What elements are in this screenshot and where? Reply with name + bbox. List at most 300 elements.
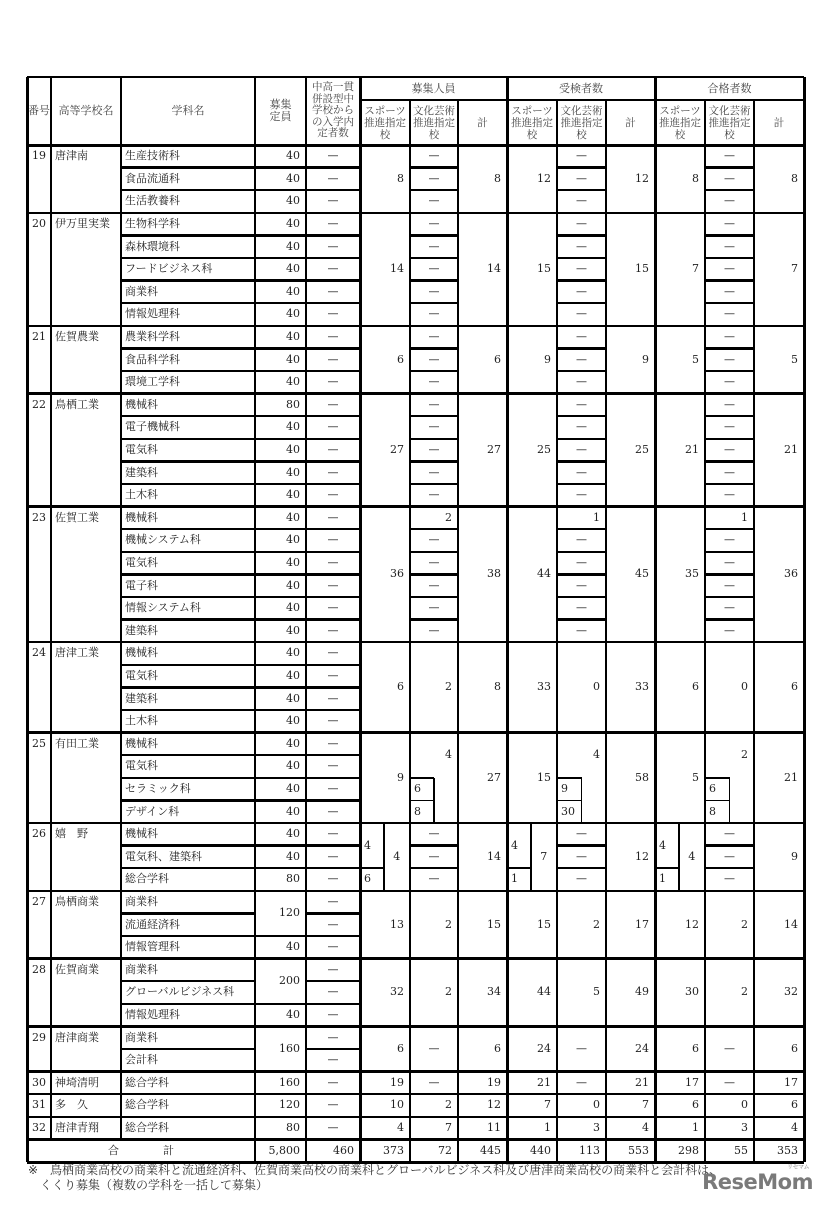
dept-name: グローバルビジネス科: [125, 985, 235, 999]
grid-line: [255, 686, 306, 689]
grid-line: [121, 1003, 255, 1006]
grid-line: [27, 325, 804, 328]
grid-line: [557, 189, 606, 192]
dept-integrated: —: [327, 1121, 339, 1135]
dept-name: 生産技術科: [125, 149, 180, 163]
recruit-total: 27: [487, 443, 501, 457]
recruit-bunka: —: [428, 601, 440, 615]
dept-integrated: —: [327, 556, 339, 570]
dept-name: デザイン科: [125, 804, 180, 818]
grid-line: [557, 257, 606, 260]
grid-line: [410, 800, 434, 802]
grid-line: [27, 731, 804, 734]
grid-line: [306, 618, 360, 621]
school-number: 32: [32, 1121, 46, 1135]
grid-line: [305, 77, 307, 1162]
dept-name: 森林環境科: [125, 239, 180, 253]
grid-line: [557, 777, 582, 779]
grid-line: [27, 1116, 804, 1119]
recruit-sports: 32: [390, 985, 404, 999]
grid-line: [705, 618, 754, 621]
exam-bunka: 2: [593, 917, 600, 931]
exam-bunka: —: [576, 239, 587, 253]
grid-line: [121, 664, 255, 667]
grid-line: [410, 596, 458, 599]
header-school: 高等学校名: [58, 104, 114, 117]
dept-integrated: —: [327, 194, 339, 208]
recruit-sports: 6: [397, 1041, 404, 1055]
grid-line: [27, 212, 804, 215]
grid-line: [255, 867, 306, 870]
exam-total: 12: [635, 849, 649, 863]
grid-line: [410, 257, 458, 260]
grid-line: [255, 257, 306, 260]
exam-sports: 44: [537, 985, 551, 999]
header-dept: 学科名: [171, 104, 205, 117]
pass-bunka: —: [724, 284, 735, 298]
exam-bunka: 3: [593, 1121, 600, 1135]
recruit-bunka: 7: [445, 1121, 452, 1135]
dept-capacity: 40: [286, 940, 300, 954]
grid-line: [306, 844, 360, 847]
grid-line: [306, 686, 360, 689]
pass-bunka: —: [724, 533, 735, 547]
dept-name: 商業科: [125, 895, 158, 909]
pass-total: 8: [791, 171, 798, 185]
grid-line: [306, 867, 360, 870]
grid-line: [121, 844, 255, 847]
grid-line: [705, 551, 754, 554]
dept-capacity: 40: [286, 714, 300, 728]
grid-line: [556, 100, 558, 1162]
grid-line: [306, 754, 360, 757]
grid-line: [121, 935, 255, 938]
grid-line: [255, 234, 306, 237]
dept-integrated: —: [327, 397, 339, 411]
dept-capacity: 40: [286, 443, 300, 457]
dept-capacity: 40: [286, 669, 300, 683]
grid-line: [383, 823, 385, 891]
exam-total: 7: [642, 1098, 649, 1112]
grid-line: [360, 867, 384, 869]
grid-line: [410, 551, 458, 554]
dept-capacity: 80: [286, 872, 300, 886]
dept-name: 会計科: [125, 1053, 158, 1067]
totals-exam-sports: 440: [530, 1143, 551, 1157]
grid-line: [705, 573, 754, 576]
pass-sports: 6: [692, 1098, 699, 1112]
pass-bunka: —: [724, 827, 735, 841]
exam-sports: 7: [540, 849, 548, 863]
grid-line: [705, 257, 754, 260]
grid-line: [121, 438, 255, 441]
dept-integrated: —: [327, 940, 339, 954]
grid-line: [557, 551, 606, 554]
pass-bunka: —: [724, 465, 735, 479]
grid-line: [306, 166, 360, 169]
grid-line: [410, 460, 458, 463]
dept-capacity: 40: [286, 171, 300, 185]
grid-line: [506, 77, 509, 1162]
pass-bunka: —: [724, 217, 735, 231]
recruit-bunka: —: [428, 443, 440, 457]
dept-integrated: —: [327, 714, 339, 728]
dept-name: 電気科: [125, 669, 158, 683]
dept-integrated: —: [327, 352, 339, 366]
dept-name: 建築科: [125, 623, 158, 637]
grid-line: [557, 573, 606, 576]
totals-recruit-total: 445: [480, 1143, 501, 1157]
dept-capacity: 40: [286, 488, 300, 502]
header-sub: 文化芸術推進指定校: [708, 104, 751, 141]
dept-capacity: 40: [286, 578, 300, 592]
pass-bunka: —: [724, 352, 735, 366]
recruit-total: 12: [487, 1098, 501, 1112]
grid-line: [255, 799, 306, 802]
totals-capacity: 5,800: [268, 1143, 300, 1157]
dept-capacity: 40: [286, 330, 300, 344]
grid-line: [410, 618, 458, 621]
dept-integrated: —: [327, 443, 339, 457]
recruit-bunka: —: [428, 194, 440, 208]
school-name: 多 久: [55, 1098, 88, 1112]
dept-capacity: 40: [286, 420, 300, 434]
grid-line: [507, 867, 531, 869]
exam-bunka: —: [576, 420, 587, 434]
dept-integrated: —: [327, 669, 339, 683]
dept-name: 総合学科: [125, 872, 169, 886]
grid-line: [121, 460, 255, 463]
pass-total: 6: [791, 1098, 798, 1112]
pass-sports: 4: [688, 849, 696, 863]
dept-capacity: 40: [286, 194, 300, 208]
pass-bunka: —: [724, 307, 735, 321]
exam-bunka: —: [576, 623, 587, 637]
grid-line: [255, 664, 306, 667]
recruit-total: 27: [487, 770, 501, 784]
grid-line: [306, 438, 360, 441]
recruit-sports-sub: 6: [364, 872, 371, 886]
grid-line: [409, 100, 411, 1162]
grid-line: [50, 77, 52, 1139]
dept-name: 情報処理科: [125, 1008, 180, 1022]
exam-bunka: —: [576, 149, 587, 163]
grid-line: [306, 528, 360, 531]
grid-line: [121, 551, 255, 554]
recruit-total: 6: [494, 1041, 501, 1055]
dept-capacity: 80: [286, 1121, 300, 1135]
pass-total: 6: [791, 1041, 798, 1055]
grid-line: [530, 823, 532, 891]
recruit-total: 8: [494, 171, 501, 185]
exam-total: 49: [635, 985, 649, 999]
grid-line: [557, 844, 606, 847]
dept-integrated: —: [327, 985, 339, 999]
exam-bunka: —: [576, 488, 587, 502]
school-name: 唐津商業: [55, 1030, 99, 1044]
pass-bunka: —: [724, 601, 735, 615]
grid-line: [27, 1025, 804, 1028]
grid-line: [705, 483, 754, 486]
dept-name: 総合学科: [125, 1121, 169, 1135]
exam-total: 24: [635, 1041, 649, 1055]
pass-sports: 12: [685, 917, 699, 931]
exam-bunka: 1: [593, 510, 600, 524]
recruit-sports: 14: [390, 262, 404, 276]
dept-name: セラミック科: [125, 782, 191, 796]
grid-line: [557, 166, 606, 169]
exam-total: 4: [642, 1121, 649, 1135]
pass-sports: 21: [685, 443, 699, 457]
grid-line: [410, 234, 458, 237]
dept-name: 電気科: [125, 556, 158, 570]
pass-total: 4: [791, 1121, 798, 1135]
header-capacity: 募集定員: [269, 98, 292, 123]
dept-integrated: —: [327, 962, 339, 976]
dept-integrated: —: [327, 759, 339, 773]
logo-text: ReseMom: [702, 1170, 813, 1194]
recruit-bunka: —: [428, 284, 440, 298]
dept-name: 農業科学科: [125, 330, 180, 344]
grid-line: [255, 483, 306, 486]
dept-integrated: —: [327, 307, 339, 321]
grid-line: [255, 166, 306, 169]
exam-total: 15: [635, 262, 649, 276]
footnote-line-1: ※ 鳥栖商業高校の商業科と流通経済科、佐賀商業高校の商業科とグローバルビジネス科及び唐津商業高校の商業科と会計科は、: [28, 1163, 722, 1177]
recruit-bunka: —: [428, 488, 440, 502]
pass-bunka: —: [724, 1041, 735, 1055]
recruit-sports: 36: [390, 567, 404, 581]
grid-line: [410, 189, 458, 192]
pass-bunka-sub: 8: [709, 804, 716, 818]
grid-line: [121, 370, 255, 373]
exam-total: 17: [635, 917, 649, 931]
pass-sports: 17: [685, 1075, 699, 1089]
exam-bunka: —: [576, 284, 587, 298]
dept-capacity: 80: [286, 397, 300, 411]
dept-integrated: —: [327, 849, 339, 863]
recruit-bunka: —: [428, 307, 440, 321]
grid-line: [121, 777, 255, 780]
grid-line: [121, 618, 255, 621]
grid-line: [705, 800, 730, 802]
exam-bunka: —: [576, 330, 587, 344]
dept-capacity: 40: [286, 217, 300, 231]
school-number: 20: [32, 217, 46, 231]
dept-integrated: —: [327, 488, 339, 502]
grid-line: [705, 370, 754, 373]
grid-line: [306, 257, 360, 260]
dept-integrated: —: [327, 601, 339, 615]
dept-capacity: 200: [279, 974, 300, 988]
grid-line: [121, 483, 255, 486]
recruit-bunka: —: [428, 330, 440, 344]
pass-bunka: —: [724, 194, 735, 208]
grid-line: [255, 1003, 306, 1006]
recruit-total: 14: [487, 849, 501, 863]
header-sub: 計: [773, 116, 785, 129]
school-number: 26: [32, 827, 46, 841]
school-number: 22: [32, 397, 46, 411]
pass-bunka: —: [724, 149, 735, 163]
grid-line: [121, 347, 255, 350]
grid-line: [306, 1048, 360, 1051]
recruit-bunka: 2: [445, 917, 452, 931]
grid-line: [121, 980, 255, 983]
grid-line: [410, 867, 458, 870]
dept-integrated: —: [327, 917, 339, 931]
school-number: 19: [32, 149, 46, 163]
grid-line: [605, 100, 607, 1162]
grid-line: [255, 370, 306, 373]
exam-bunka: —: [576, 217, 587, 231]
grid-line: [359, 77, 362, 1162]
dept-name: 機械科: [125, 397, 158, 411]
exam-sports: 1: [544, 1121, 551, 1135]
dept-integrated: —: [327, 895, 339, 909]
grid-line: [27, 76, 804, 78]
dept-integrated: —: [327, 578, 339, 592]
grid-line: [557, 347, 606, 350]
header-group-exam: 受検者数: [559, 81, 603, 95]
grid-line: [121, 912, 255, 915]
recruit-bunka: —: [428, 872, 440, 886]
recruit-total: 14: [487, 262, 501, 276]
recruit-bunka: —: [428, 623, 440, 637]
recruit-sports: 8: [397, 171, 404, 185]
grid-line: [27, 641, 804, 644]
recruit-bunka: 2: [445, 510, 452, 524]
recruit-sports: 10: [390, 1098, 404, 1112]
header-sub: 計: [477, 116, 488, 129]
dept-capacity: 40: [286, 239, 300, 253]
totals-pass-sports: 298: [678, 1143, 699, 1157]
grid-line: [121, 189, 255, 192]
school-name: 唐津南: [55, 149, 88, 163]
recruit-bunka: —: [428, 420, 440, 434]
dept-capacity: 40: [286, 849, 300, 863]
grid-line: [121, 573, 255, 576]
grid-line: [557, 460, 606, 463]
totals-exam-total: 553: [628, 1143, 649, 1157]
pass-bunka: —: [724, 330, 735, 344]
school-name: 嬉 野: [55, 827, 88, 841]
grid-line: [557, 279, 606, 282]
grid-line: [753, 100, 755, 1162]
grid-line: [255, 189, 306, 192]
dept-name: 建築科: [125, 691, 158, 705]
recruit-sports-sub: 4: [364, 838, 371, 852]
dept-name: 機械科: [125, 646, 158, 660]
grid-line: [306, 1003, 360, 1006]
grid-line: [306, 370, 360, 373]
dept-capacity: 40: [286, 307, 300, 321]
school-number: 25: [32, 736, 46, 750]
grid-line: [255, 302, 306, 305]
pass-bunka: 0: [741, 680, 748, 694]
recruit-sports: 6: [397, 680, 404, 694]
grid-line: [27, 392, 804, 395]
header-sub: スポーツ推進指定校: [364, 104, 406, 141]
dept-name: 建築科: [125, 465, 158, 479]
pass-bunka: 2: [741, 917, 748, 931]
dept-capacity: 40: [286, 646, 300, 660]
dept-integrated: —: [327, 1053, 339, 1067]
recruit-sports: 6: [397, 352, 404, 366]
recruit-total: 38: [487, 567, 501, 581]
recruit-sports: 9: [397, 770, 404, 784]
exam-bunka: —: [576, 1075, 587, 1089]
grid-line: [121, 415, 255, 418]
grid-line: [654, 77, 657, 1162]
grid-line: [306, 935, 360, 938]
exam-bunka: —: [576, 375, 587, 389]
dept-capacity: 40: [286, 804, 300, 818]
exam-sports: 12: [537, 171, 551, 185]
grid-line: [457, 100, 459, 1162]
recruit-bunka: —: [428, 533, 440, 547]
school-name: 唐津工業: [55, 646, 99, 660]
exam-bunka: —: [576, 171, 587, 185]
exam-bunka: 4: [593, 748, 600, 762]
grid-line: [557, 234, 606, 237]
grid-line: [255, 754, 306, 757]
grid-line: [306, 415, 360, 418]
grid-line: [121, 279, 255, 282]
pass-bunka: 2: [741, 985, 748, 999]
dept-capacity: 40: [286, 736, 300, 750]
grid-line: [306, 980, 360, 983]
grid-line: [255, 935, 306, 938]
dept-integrated: —: [327, 533, 339, 547]
school-number: 30: [32, 1075, 46, 1089]
grid-line: [705, 234, 754, 237]
recruit-total: 34: [487, 985, 501, 999]
grid-line: [705, 777, 730, 779]
pass-total: 14: [784, 917, 798, 931]
grid-line: [121, 1048, 255, 1051]
recruit-bunka: —: [428, 149, 440, 163]
dept-integrated: —: [327, 804, 339, 818]
grid-line: [121, 234, 255, 237]
dept-capacity: 40: [286, 465, 300, 479]
grid-line: [306, 347, 360, 350]
dept-capacity: 40: [286, 556, 300, 570]
exam-bunka: —: [576, 872, 587, 886]
grid-line: [655, 867, 679, 869]
grid-line: [306, 777, 360, 780]
exam-bunka: —: [576, 849, 587, 863]
dept-integrated: —: [327, 217, 339, 231]
dept-name: 総合学科: [125, 1098, 169, 1112]
pass-bunka: —: [724, 420, 735, 434]
exam-bunka: —: [576, 194, 587, 208]
dept-integrated: —: [327, 646, 339, 660]
dept-name: 電気科: [125, 443, 158, 457]
totals-label: 合 計: [108, 1143, 174, 1157]
pass-bunka: —: [724, 1075, 735, 1089]
grid-line: [557, 438, 606, 441]
dept-integrated: —: [327, 1075, 339, 1089]
grid-line: [410, 347, 458, 350]
pass-bunka: —: [724, 556, 735, 570]
school-name: 鳥栖工業: [55, 397, 99, 411]
pass-total: 17: [784, 1075, 798, 1089]
grid-line: [557, 370, 606, 373]
grid-line: [27, 1070, 804, 1073]
dept-capacity: 120: [279, 906, 300, 920]
grid-line: [121, 709, 255, 712]
